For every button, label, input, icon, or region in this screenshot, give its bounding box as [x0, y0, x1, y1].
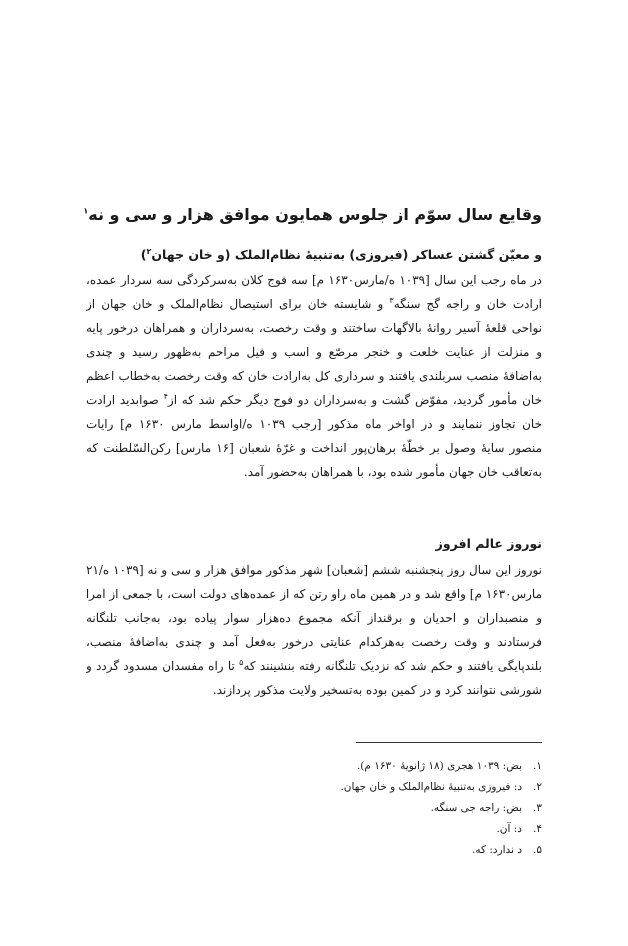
- line-text: خان مأمور گردید، مفوّض گشت و به‌سرداران دو فوج دیگر حکم شد که از: [167, 393, 542, 407]
- footnote-text: د ندارد: که.: [472, 844, 522, 856]
- line-text: و شایسته خان برای استیصال نظام‌الملک و خان جهان از: [86, 297, 384, 311]
- footnote-ref-2: ۲: [146, 246, 152, 256]
- footnote-ref-4: ۴: [163, 392, 168, 401]
- footnote-divider: [356, 742, 542, 743]
- footnote-number: ۳.: [533, 802, 542, 814]
- footnote-number: ۲.: [533, 781, 542, 793]
- section-heading-text: و معیّن گشتن عساکر (فیروزی) به‌تنبیهٔ نظام‌الملک (و خان جهان: [151, 247, 542, 262]
- footnote: [86, 840, 542, 861]
- paragraph-line: و منصبداران و احدیان و برقنداز آنکه مجموع ده‌هزار سوار پیاده بود، به‌جانب تلنگانه: [86, 611, 542, 625]
- footnote: [86, 777, 542, 798]
- paragraph-line: و منزلت از عنایت خلعت و خنجر مرصّع و اسب و فیل مراحم به‌ظهور رسید و چندی: [86, 345, 542, 359]
- footnote-text: د: فیروزی به‌تنبیهٔ نظام‌الملک و خان جهان.: [340, 781, 522, 793]
- paragraph-line: مارس۱۶۳۰ م] واقع شد و در همین ماه راو رتن که از عمده‌های دولت است، با جمعی از امرا: [86, 587, 542, 601]
- footnote-text: د: آن.: [496, 823, 522, 835]
- section-heading: [86, 247, 542, 262]
- paragraph-line: به‌تعاقب خان جهان مأمور شده بود، با همراهان به‌حضور آمد.: [243, 465, 542, 479]
- paragraph-line: در ماه رجب این سال [۱۰۳۹ ه/مارس۱۶۳۰ م] سه فوج کلان به‌سرکردگی سه سردار عمده،: [86, 273, 542, 287]
- footnote-ref-1: ۱: [83, 206, 89, 216]
- line-text: صوابدید ارادت: [86, 393, 159, 407]
- section-heading-nowruz: نوروز عالم افروز: [435, 536, 542, 551]
- line-text: بلندپایگی یافتند و حکم شد که نزدیک تلنگانه رفته بنشینند که: [243, 659, 542, 673]
- paragraph-line: [86, 388, 542, 412]
- footnotes: [86, 756, 542, 861]
- footnote: [86, 756, 542, 777]
- line-text: تا راه مفسدان مسدود گردد و: [86, 659, 235, 673]
- paragraph-1: [86, 268, 542, 484]
- footnote-text: بض: راجه جی سنگه.: [430, 802, 522, 814]
- paragraph-line: منصور سایهٔ وصول بر خطّهٔ برهان‌پور انداخت و غرّهٔ شعبان [۱۶ مارس] رکن‌السّلطنت که: [86, 441, 542, 455]
- section-heading-tail: ): [140, 247, 147, 262]
- chapter-title-text: وقایع سال سوّم از جلوس همایون موافق هزار و سی و نه: [88, 205, 542, 224]
- paragraph-line: [86, 654, 542, 678]
- line-text: ارادت خان و راجه گج سنگه: [393, 297, 542, 311]
- footnote-number: ۱.: [533, 760, 542, 772]
- footnote-number: ۴.: [533, 823, 542, 835]
- paragraph-line: خان تجاوز ننمایند و در اواخر ماه مذکور [رجب ۱۰۳۹ ه/اواسط مارس ۱۶۳۰ م] رایات: [86, 417, 542, 431]
- footnote-ref-5: ۵: [239, 658, 244, 667]
- footnote-ref-3: ۳: [389, 296, 394, 305]
- paragraph-line: به‌اضافهٔ منصب سربلندی یافتند و سرداری کل به‌ارادت خان که وقت رخصت به‌خطاب اعظم: [86, 369, 542, 383]
- footnote-number: ۵.: [533, 844, 542, 856]
- paragraph-line: [86, 292, 542, 316]
- footnote: [86, 798, 542, 819]
- footnote: [86, 819, 542, 840]
- paragraph-line: فرستادند و وقت رخصت به‌هرکدام عنایتی درخور به‌فعل آمد و چندی به‌اضافهٔ منصب،: [86, 635, 542, 649]
- paragraph-line: نوروز این سال روز پنجشنبه ششم [شعبان] شهر مذکور موافق هزار و سی و نه [۱۰۳۹ ه/۲۱: [86, 563, 542, 577]
- chapter-title: [60, 200, 542, 230]
- paragraph-line: شورشی نتوانند کرد و در کمین بوده به‌تسخیر ولایت مذکور پردازند.: [212, 683, 542, 697]
- paragraph-line: نواحی قلعهٔ آسیر روانهٔ بالاگهات ساختند و وقت رخصت، به‌سرداران و همراهان درخور پایه: [86, 321, 542, 335]
- paragraph-2: [86, 558, 542, 702]
- footnote-text: بض: ۱۰۳۹ هجری (۱۸ ژانویهٔ ۱۶۳۰ م).: [356, 760, 522, 772]
